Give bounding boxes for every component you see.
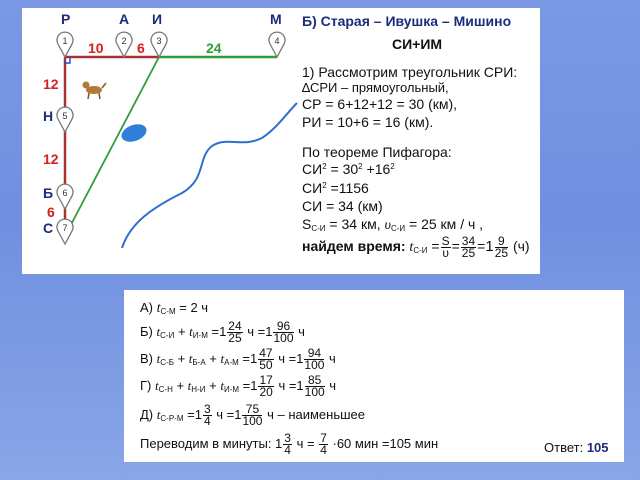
cp-line: СР = 6+12+12 = 30 (км),	[302, 96, 458, 112]
segment-length-ai: 6	[137, 40, 145, 56]
option-d-t1: t	[156, 406, 161, 422]
option-b-n2: 96	[273, 321, 293, 333]
frac-25: 25	[461, 246, 476, 260]
point-letter-s: С	[43, 220, 54, 236]
option-a-t: t	[156, 301, 161, 316]
option-v-row: В) $t_{С-Б} + t_{Б-А} + t_{А-М} =1$ $\frac{47}{50}$ ч =1 $\frac{94}{100}$ ч	[140, 346, 336, 372]
option-v-mid: ч =1	[274, 350, 304, 366]
option-a-row	[140, 300, 208, 317]
answer-row	[544, 440, 609, 455]
option-d-row	[140, 404, 365, 427]
option-g-row: Г) $t_{С-Н} + t_{Н-И} + t_{И-М} =1$ $\frac{17}{20}$ ч =1 $\frac{85}{100}$ ч	[140, 373, 337, 399]
option-v-s1: С-Б	[160, 357, 174, 367]
frac-9: 9	[495, 236, 508, 248]
segment-length-ra: 10	[88, 40, 104, 56]
option-b-mid: ч =1	[243, 323, 273, 339]
s-subscript: С-И	[311, 224, 326, 233]
location-pin-icon	[269, 32, 285, 57]
option-g-end: ч	[325, 377, 337, 393]
pin-number: 3	[156, 36, 162, 46]
location-pin-icon	[57, 219, 73, 244]
minutes-mid: ч =	[292, 435, 319, 451]
option-v-n2: 94	[304, 348, 324, 360]
t-subscript: С-И	[413, 246, 428, 256]
minutes-label: Переводим в минуты: 1	[140, 435, 283, 451]
option-g-s3: И-М	[223, 384, 240, 394]
option-b-plus: +	[174, 323, 190, 339]
option-g-n2: 85	[305, 375, 325, 387]
location-pin-icon	[57, 32, 73, 57]
ci-label: СИ	[302, 161, 323, 177]
minutes-n1: 3	[284, 431, 291, 445]
option-v-n1: 47	[259, 346, 273, 360]
option-v-s3: А-М	[224, 357, 239, 367]
option-b-row	[140, 321, 305, 344]
ci-result: СИ = 34 (км)	[302, 198, 383, 214]
pin-number: 7	[62, 223, 68, 233]
option-a-label: А)	[140, 300, 153, 315]
ci-label-2: СИ	[302, 180, 323, 196]
point-letter-a: А	[119, 11, 130, 27]
option-d-label: Д)	[140, 406, 154, 422]
ci-squared-eq: $СИ^2 = 30^2 +16^2$	[302, 161, 395, 177]
option-g-s2: Н-И	[191, 384, 206, 394]
point-letter-m: М	[270, 11, 282, 27]
option-d-d1: 4	[203, 414, 211, 428]
option-g-t3: t	[220, 377, 224, 393]
answer-label: Ответ:	[544, 440, 584, 455]
v-value: = 25 км / ч ,	[405, 216, 484, 232]
minutes-d1: 4	[284, 443, 291, 457]
option-b-eq1: =1	[207, 323, 227, 339]
minutes-n2: 7	[320, 431, 327, 445]
minutes-d2: 4	[320, 443, 327, 457]
option-d-end: ч – наименьшее	[263, 406, 366, 422]
segment-length-nb: 12	[43, 151, 59, 167]
segment-length-im: 24	[206, 40, 222, 56]
ci-squared-value: $СИ^2 =1156$	[302, 180, 369, 196]
option-g-eq1: =1	[239, 377, 258, 393]
frac-s: S	[441, 234, 450, 248]
option-b-end: ч	[294, 323, 305, 339]
option-v-eq1: =1	[238, 350, 258, 366]
options-panel	[124, 290, 624, 462]
answer-value: 105	[586, 440, 609, 455]
ri-line: РИ = 10+6 = 16 (км).	[302, 114, 434, 130]
option-b-t1: t	[156, 323, 161, 339]
option-a-sub: С-М	[160, 307, 176, 316]
minutes-end: ·60 мин =105 мин	[328, 435, 439, 451]
frac-25b: 25	[494, 246, 509, 260]
option-d-mid: ч =1	[212, 406, 242, 422]
river-line	[122, 103, 297, 248]
ci-value: =1156	[326, 180, 369, 196]
time-label: найдем время:	[302, 238, 406, 255]
distance-speed-line	[302, 216, 483, 234]
ci-rhs-a: = 30	[326, 161, 359, 177]
dog-icon	[83, 82, 107, 100]
v-symbol: υ	[384, 218, 391, 233]
option-b-t2: t	[189, 323, 193, 339]
location-pin-icon	[116, 32, 132, 57]
option-b-s1: С-И	[160, 330, 175, 340]
whole-1: 1	[485, 238, 494, 256]
pin-number: 6	[62, 188, 68, 198]
option-v-t3: t	[220, 350, 225, 366]
option-g-t2: t	[187, 377, 192, 393]
time-line: найдем время: $t_{С-И}$ = $\frac{S}{\upsilon}$ = $\frac{34}{25}$ =1 $\frac{9}{25}$ (ч)	[302, 234, 530, 260]
option-v-t1: t	[156, 350, 161, 366]
frac-34: 34	[461, 234, 476, 248]
option-b-n1: 24	[228, 319, 242, 333]
pythagoras-label: По теореме Пифагора:	[302, 144, 452, 160]
unit-hours: (ч)	[512, 238, 530, 255]
ci-rhs-b: +16	[362, 161, 391, 177]
segment-length-bs: 6	[47, 204, 55, 220]
option-a-rhs: = 2 ч	[175, 300, 209, 315]
minutes-row	[140, 433, 438, 456]
solution-title: Б) Старая – Ивушка – Мишино	[302, 13, 512, 29]
option-b-d2: 100	[273, 331, 294, 345]
pin-number: 1	[62, 36, 68, 46]
option-d-n1: 3	[203, 402, 211, 416]
location-pin-icon	[57, 184, 73, 209]
t-symbol: t	[409, 240, 414, 256]
point-letter-n: Н	[43, 108, 54, 124]
option-g-t1: t	[155, 377, 159, 393]
point-letter-r: Р	[61, 11, 71, 27]
point-letter-b: Б	[43, 185, 54, 201]
option-g-mid: ч =1	[274, 377, 304, 393]
option-v-label: В)	[140, 350, 153, 366]
option-v-d2: 100	[304, 358, 325, 372]
v-subscript: С-И	[390, 224, 406, 233]
location-pin-icon	[151, 32, 167, 57]
option-d-d2: 100	[242, 414, 263, 428]
option-d-eq1: =1	[183, 406, 202, 422]
step1-text: 1) Рассмотрим треугольник СРИ:	[302, 64, 518, 80]
option-g-s1: С-Н	[158, 384, 173, 394]
triangle-sign: ∆	[302, 80, 310, 95]
option-g-n1: 17	[259, 373, 273, 387]
option-g-label: Г)	[140, 377, 152, 393]
option-v-end: ч	[325, 350, 336, 366]
triangle-text: СРИ – прямоугольный,	[309, 80, 449, 95]
pin-number: 2	[121, 36, 127, 46]
frac-v: υ	[442, 246, 449, 260]
option-b-s2: И-М	[192, 330, 208, 340]
s-value: = 34 км,	[325, 216, 385, 232]
triangle-line	[302, 80, 449, 95]
map-panel	[22, 8, 540, 274]
option-v-s2: Б-А	[192, 357, 206, 367]
option-b-d1: 25	[228, 331, 242, 345]
option-b-label: Б)	[140, 323, 153, 339]
option-g-d1: 20	[259, 385, 273, 399]
option-v-t2: t	[188, 350, 193, 366]
pin-number: 5	[62, 111, 68, 121]
option-v-d1: 50	[259, 358, 273, 372]
option-g-d2: 100	[304, 385, 325, 399]
road-s-i	[65, 57, 159, 236]
s-symbol: S	[302, 216, 312, 232]
location-pin-icon	[57, 107, 73, 132]
route-formula: СИ+ИМ	[392, 36, 443, 52]
option-d-s1: С-Р-М	[160, 413, 184, 423]
option-d-n2: 75	[242, 404, 262, 416]
segment-length-rn: 12	[43, 76, 59, 92]
pin-number: 4	[274, 36, 280, 46]
point-letter-i: И	[152, 11, 163, 27]
